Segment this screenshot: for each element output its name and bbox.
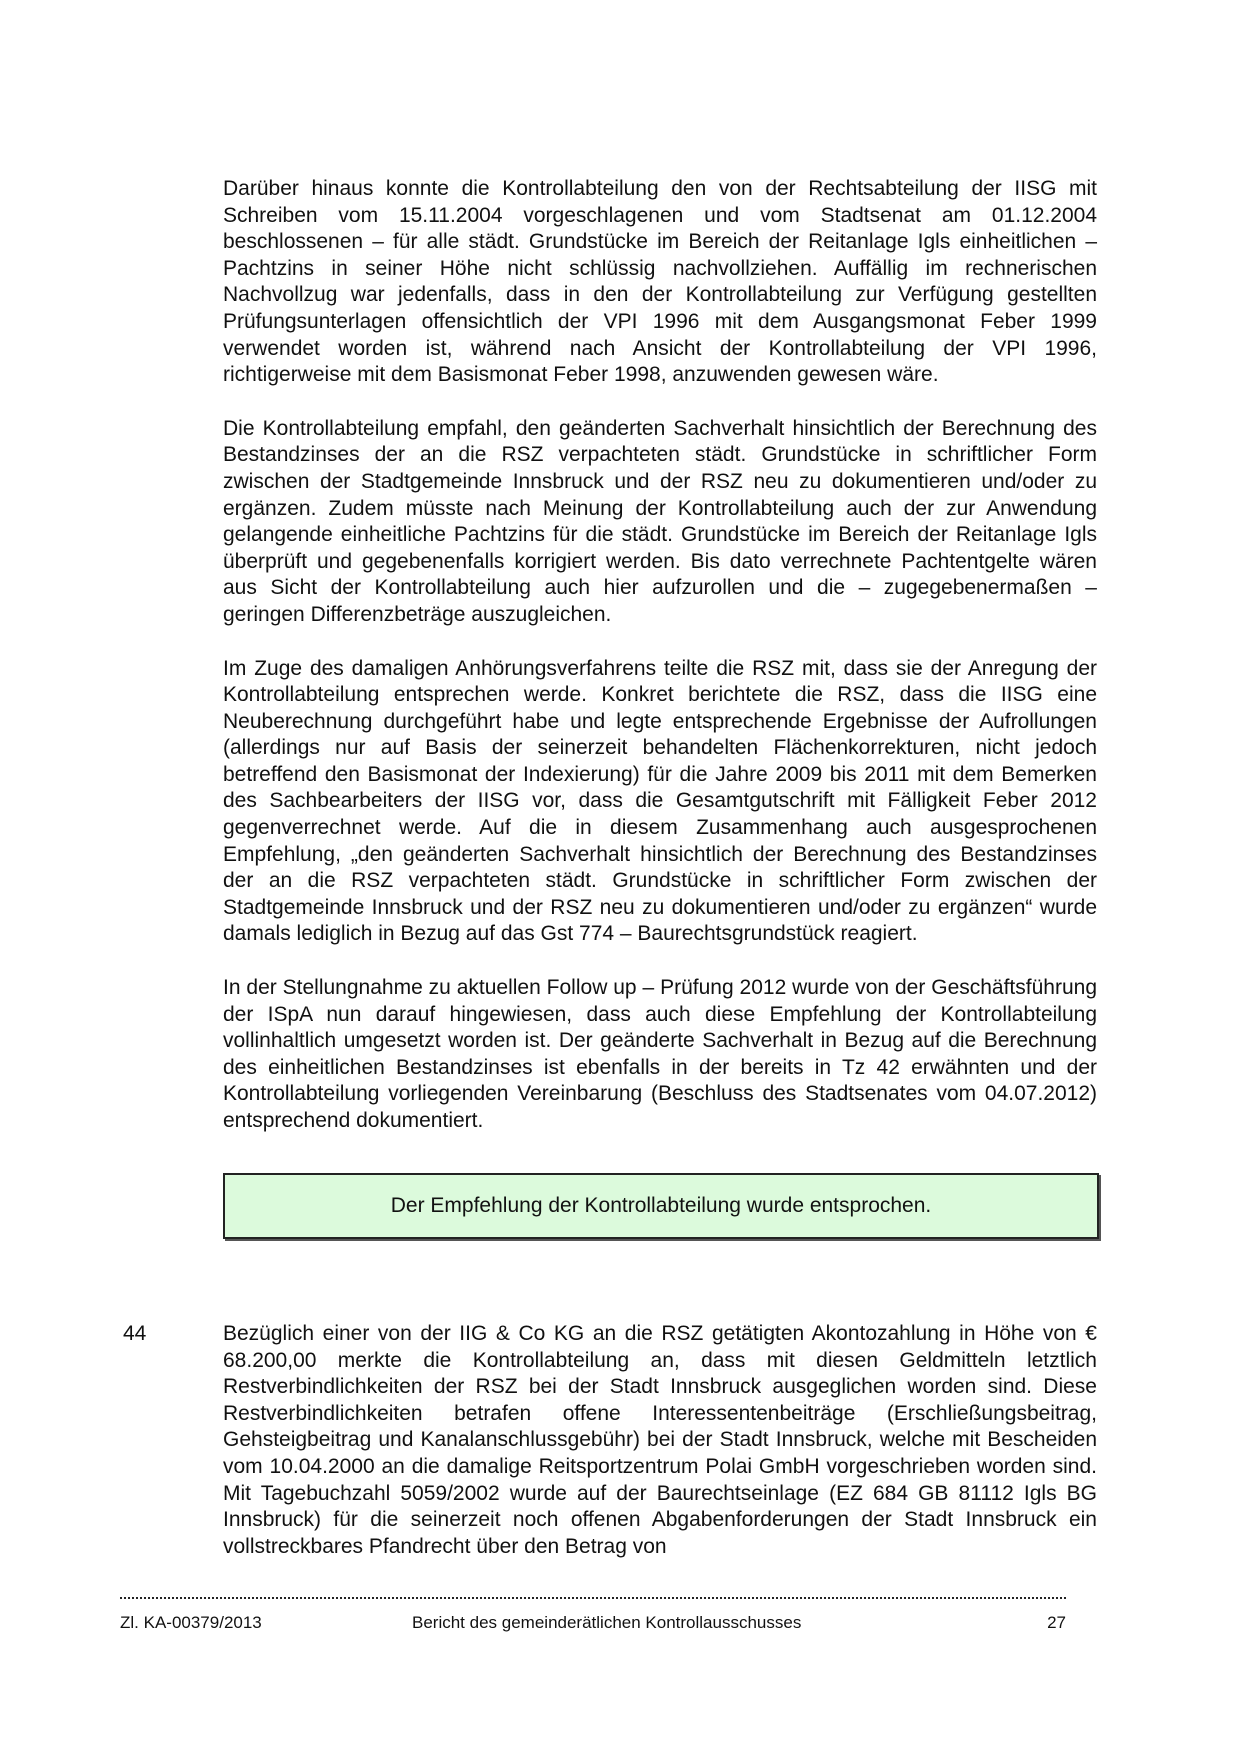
paragraph-2: Die Kontrollabteilung empfahl, den geänderten Sachverhalt hinsichtlich der Berechnung des Bestandzinses der an die RSZ verpachteten städt. Grundstücke in schriftlicher Form zwischen der Stadtgemeinde Innsbruck und der RSZ neu zu dokumentieren und/oder zu ergänzen. Zudem müsste nach Meinung der Kontrollabteilung auch der zur Anwendung gelangende einheitliche Pachtzins für die städt. Grundstücke im Bereich der Reitanlage Igls überprüft und gegebenenfalls korrigiert werden. Bis dato verrechnete Pachtentgelte wären aus Sicht der Kontrollabteilung auch hier aufzurollen und die – zugegebenermaßen – geringen Differenzbeträge auszugleichen. bbox=[223, 416, 1097, 626]
page-number: 27 bbox=[1047, 1613, 1066, 1632]
footer-reference: Zl. KA-00379/2013 bbox=[120, 1613, 262, 1632]
recommendation-status-box bbox=[223, 1173, 1099, 1239]
footer-title: Bericht des gemeinderätlichen Kontrollausschusses bbox=[412, 1613, 802, 1632]
paragraph-1: Darüber hinaus konnte die Kontrollabteilung den von der Rechtsabteilung der IISG mit Schreiben vom 15.11.2004 vorgeschlagenen und vom Stadtsenat am 01.12.2004 beschlossenen – für alle städt. Grundstücke im Bereich der Reitanlage Igls einheitlichen – Pachtzins in seiner Höhe nicht schlüssig nachvollziehen. Auffällig im rechnerischen Nachvollzug war jedenfalls, dass in den der Kontrollabteilung zur Verfügung gestellten Prüfungsunterlagen offensichtlich der VPI 1996 mit dem Ausgangsmonat Feber 1999 verwendet worden ist, während nach Ansicht der Kontrollabteilung der VPI 1996, richtigerweise mit dem Basismonat Feber 1998, anzuwenden gewesen wäre. bbox=[223, 177, 1097, 387]
footer-divider bbox=[120, 1597, 1066, 1599]
recommendation-status-text: Der Empfehlung der Kontrollabteilung wurde entsprochen. bbox=[390, 1193, 932, 1217]
paragraph-3: Im Zuge des damaligen Anhörungsverfahrens teilte die RSZ mit, dass sie der Anregung der Kontrollabteilung entsprechen werde. Konkret berichtete die RSZ, dass die IISG eine Neuberechnung durchgeführt habe und legte entsprechende Ergebnisse der Aufrollungen (allerdings nur auf Basis der seinerzeit behandelten Flächenkorrekturen, nicht jedoch betreffend den Basismonat der Indexierung) für die Jahre 2009 bis 2011 mit dem Bemerken des Sachbearbeiters der IISG vor, dass die Gesamtgutschrift mit Fälligkeit Feber 2012 gegenverrechnet werde. Auf die in diesem Zusammenhang auch ausgesprochenen Empfehlung, „den geänderten Sachverhalt hinsichtlich der Berechnung des Bestandzinses der an die RSZ verpachteten städt. Grundstücke in schriftlicher Form zwischen der Stadtgemeinde Innsbruck und der RSZ neu zu dokumentieren und/oder zu ergänzen“ wurde damals lediglich in Bezug auf das Gst 774 – Baurechtsgrundstück reagiert. bbox=[223, 656, 1097, 946]
item-text: Bezüglich einer von der IIG & Co KG an die RSZ getätigten Akontozahlung in Höhe von € 68.200,00 merkte die Kontrollabteilung an, dass mit diesen Geldmitteln letztlich Restverbindlichkeiten der RSZ bei der Stadt Innsbruck ausgeglichen worden sind. Diese Restverbindlichkeiten betrafen offene Interessentenbeiträge (Erschließungsbeitrag, Gehsteigbeitrag und Kanalanschlussgebühr) bei der Stadt Innsbruck, welche mit Bescheiden vom 10.04.2000 an die damalige Reitsportzentrum Polai GmbH vorgeschrieben worden sind. Mit Tagebuchzahl 5059/2002 wurde auf der Baurechtseinlage (EZ 684 GB 81112 Igls BG Innsbruck) für die seinerzeit noch offenen Abgabenforderungen der Stadt Innsbruck ein vollstreckbares Pfandrecht über den Betrag von bbox=[223, 1322, 1097, 1558]
paragraph-4: In der Stellungnahme zu aktuellen Follow up – Prüfung 2012 wurde von der Geschäftsführung der ISpA nun darauf hingewiesen, dass auch diese Empfehlung der Kontrollabteilung vollinhaltlich umgesetzt worden ist. Der geänderte Sachverhalt in Bezug auf die Berechnung des einheitlichen Bestandzinses ist ebenfalls in der bereits in Tz 42 erwähnten und der Kontrollabteilung vorliegenden Vereinbarung (Beschluss des Stadtsenates vom 04.07.2012) entsprechend dokumentiert. bbox=[223, 976, 1097, 1132]
item-number: 44 bbox=[123, 1322, 147, 1345]
main-content bbox=[223, 176, 1097, 1239]
